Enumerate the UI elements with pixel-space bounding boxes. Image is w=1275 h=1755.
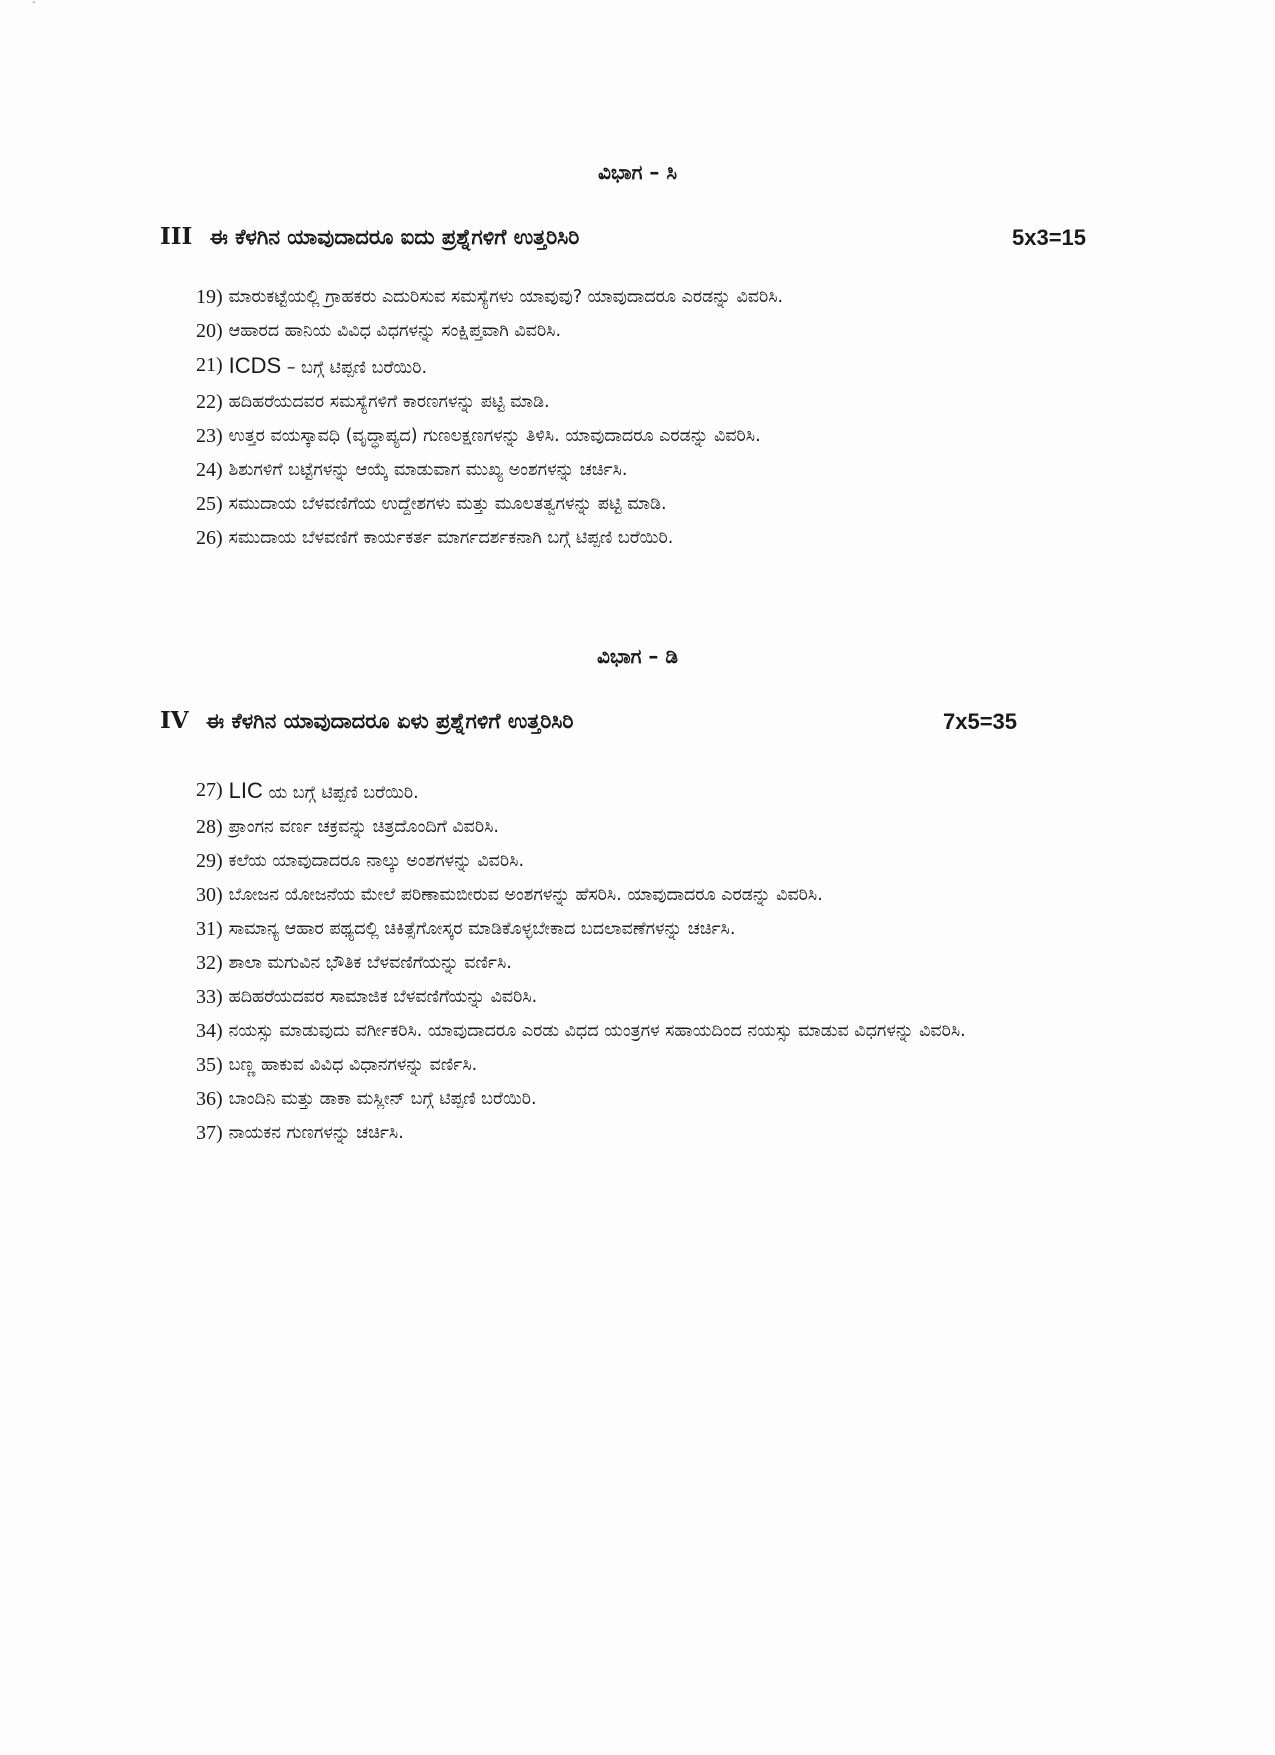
section-c-heading: ವಿಭಾಗ – ಸಿ bbox=[598, 160, 677, 184]
question-text-block bbox=[229, 913, 1096, 946]
question-item bbox=[196, 879, 1096, 912]
question-item bbox=[196, 315, 1096, 348]
question-text: ಹದಿಹರೆಯದವರ ಸಮಸ್ಯೆಗಳಿಗೆ ಕಾರಣಗಳನ್ನು ಪಟ್ಟಿ ಮಾಡಿ. bbox=[228, 392, 550, 412]
question-number: 21) bbox=[196, 354, 223, 376]
question-text-block bbox=[229, 811, 1096, 844]
question-number: 23) bbox=[196, 425, 223, 447]
question-number: 27) bbox=[196, 779, 223, 801]
question-number: 26) bbox=[196, 527, 223, 549]
question-number: 35) bbox=[196, 1054, 223, 1076]
part-iii-instruction: ಈ ಕೆಳಗಿನ ಯಾವುದಾದರೂ ಐದು ಪ್ರಶ್ನೆಗಳಿಗೆ ಉತ್ತರಿಸಿರಿ bbox=[209, 225, 580, 249]
question-text: ನಾಯಕನ ಗುಣಗಳನ್ನು ಚರ್ಚಿಸಿ. bbox=[228, 1123, 404, 1143]
question-text-block bbox=[229, 281, 1096, 314]
question-text: ಶಿಶುಗಳಿಗೆ ಬಟ್ಟೆಗಳನ್ನು ಆಯ್ಕೆ ಮಾಡುವಾಗ ಮುಖ್ಯ ಅಂಶಗಳನ್ನು ಚರ್ಚಿಸಿ. bbox=[228, 460, 628, 480]
question-text: ಉತ್ತರ ವಯಸ್ಕಾವಧಿ (ವೃದ್ಧಾಪ್ಯದ) ಗುಣಲಕ್ಷಣಗಳನ್ನು ತಿಳಿಸಿ. ಯಾವುದಾದರೂ ಎರಡನ್ನು ವಿವರಿಸಿ. bbox=[228, 426, 761, 446]
part-iii-marks: 5x3=15 bbox=[1012, 225, 1087, 250]
question-acronym: LIC bbox=[228, 778, 263, 803]
question-text: ಮಾರುಕಟ್ಟೆಯಲ್ಲಿ ಗ್ರಾಹಕರು ಎದುರಿಸುವ ಸಮಸ್ಯೆಗಳು ಯಾವುವು? ಯಾವುದಾದರೂ ಎರಡನ್ನು ವಿವರಿಸಿ. bbox=[228, 287, 784, 307]
question-text: ಕಲೆಯ ಯಾವುದಾದರೂ ನಾಲ್ಕು ಅಂಶಗಳನ್ನು ವಿವರಿಸಿ. bbox=[228, 851, 525, 871]
question-item bbox=[196, 522, 1096, 555]
question-item bbox=[196, 386, 1096, 419]
question-number: 24) bbox=[196, 459, 223, 481]
question-number: 25) bbox=[196, 493, 223, 515]
section-d-heading: ವಿಭಾಗ – ಡಿ bbox=[597, 644, 678, 668]
question-text: ಶಾಲಾ ಮಗುವಿನ ಭೌತಿಕ ಬೆಳವಣಿಗೆಯನ್ನು ವರ್ಣಿಸಿ. bbox=[228, 953, 512, 973]
part-iv-instruction: ಈ ಕೆಳಗಿನ ಯಾವುದಾದರೂ ಏಳು ಪ್ರಶ್ನೆಗಳಿಗೆ ಉತ್ತರಿಸಿರಿ bbox=[205, 709, 574, 733]
question-item bbox=[196, 845, 1096, 878]
question-text-block bbox=[229, 1015, 1096, 1048]
section-c-question-list bbox=[196, 281, 1096, 556]
question-text-block bbox=[229, 774, 1096, 810]
question-number: 32) bbox=[196, 952, 223, 974]
question-text-block bbox=[229, 522, 1096, 555]
question-text-block bbox=[229, 454, 1096, 487]
question-text: ಸಮುದಾಯ ಬೆಳವಣಿಗೆಯ ಉದ್ದೇಶಗಳು ಮತ್ತು ಮೂಲತತ್ವಗಳನ್ನು ಪಟ್ಟಿ ಮಾಡಿ. bbox=[228, 494, 667, 514]
question-item bbox=[196, 947, 1096, 980]
question-item bbox=[196, 774, 1096, 810]
question-text-block bbox=[229, 1049, 1096, 1082]
question-number: 19) bbox=[196, 286, 223, 308]
question-text: ಸಾಮಾನ್ಯ ಆಹಾರ ಪಥ್ಯದಲ್ಲಿ ಚಿಕಿತ್ಸೆಗೋಸ್ಕರ ಮಾಡಿಕೊಳ್ಳಬೇಕಾದ ಬದಲಾವಣೆಗಳನ್ನು ಚರ್ಚಿಸಿ. bbox=[228, 919, 736, 939]
question-text: ಬಾಂದಿನಿ ಮತ್ತು ಡಾಕಾ ಮಸ್ಲೀನ್ ಬಗ್ಗೆ ಟಿಪ್ಪಣಿ ಬರೆಯಿರಿ. bbox=[228, 1089, 537, 1109]
question-text: – ಬಗ್ಗೆ ಟಿಪ್ಪಣಿ ಬರೆಯಿರಿ. bbox=[281, 358, 428, 378]
question-text: ಹದಿಹರೆಯದವರ ಸಾಮಾಜಿಕ ಬೆಳವಣಿಗೆಯನ್ನು ವಿವರಿಸಿ. bbox=[228, 987, 538, 1007]
question-text: ಬೋಜನ ಯೋಜನೆಯ ಮೇಲೆ ಪರಿಣಾಮಬೀರುವ ಅಂಶಗಳನ್ನು ಹೆಸರಿಸಿ. ಯಾವುದಾದರೂ ಎರಡನ್ನು ವಿವರಿಸಿ. bbox=[228, 885, 823, 905]
question-number: 36) bbox=[196, 1088, 223, 1110]
question-number: 34) bbox=[196, 1020, 223, 1042]
question-item bbox=[196, 1083, 1096, 1116]
question-text-block bbox=[229, 386, 1096, 419]
question-item bbox=[196, 281, 1096, 314]
question-text: ಯ ಬಗ್ಗೆ ಟಿಪ್ಪಣಿ ಬರೆಯಿರಿ. bbox=[262, 783, 419, 803]
question-item bbox=[196, 1117, 1096, 1150]
question-text-block bbox=[229, 879, 1096, 912]
question-item bbox=[196, 1049, 1096, 1082]
question-text-block bbox=[229, 981, 1096, 1014]
question-number: 31) bbox=[196, 918, 223, 940]
question-text-block bbox=[229, 1117, 1096, 1150]
question-number: 33) bbox=[196, 986, 223, 1008]
part-iii-instruction-line bbox=[160, 223, 1100, 250]
question-text: ನಯಸ್ಸು ಮಾಡುವುದು ವರ್ಗೀಕರಿಸಿ. ಯಾವುದಾದರೂ ಎರಡು ವಿಧದ ಯಂತ್ರಗಳ ಸಹಾಯದಿಂದ ನಯಸ್ಸು ಮಾಡುವ ವಿಧಗಳನ್ನು ವಿವರಿಸಿ. bbox=[228, 1021, 966, 1041]
question-text-block bbox=[229, 315, 1096, 348]
question-number: 22) bbox=[196, 391, 223, 413]
part-iii-number: III bbox=[160, 223, 193, 250]
question-text: ಸಮುದಾಯ ಬೆಳವಣಿಗೆ ಕಾರ್ಯಕರ್ತ ಮಾರ್ಗದರ್ಶಕನಾಗಿ ಬಗ್ಗೆ ಟಿಪ್ಪಣಿ ಬರೆಯಿರಿ. bbox=[228, 528, 674, 548]
part-iv-marks: 7x5=35 bbox=[943, 709, 1018, 734]
question-item bbox=[196, 454, 1096, 487]
question-text-block bbox=[229, 845, 1096, 878]
question-number: 30) bbox=[196, 884, 223, 906]
question-item bbox=[196, 1015, 1096, 1048]
question-acronym: ICDS bbox=[228, 353, 282, 378]
question-number: 37) bbox=[196, 1122, 223, 1144]
question-text: ಬಣ್ಣ ಹಾಕುವ ವಿವಿಧ ವಿಧಾನಗಳನ್ನು ವರ್ಣಿಸಿ. bbox=[228, 1055, 478, 1075]
question-text-block bbox=[229, 420, 1096, 453]
question-item bbox=[196, 913, 1096, 946]
question-text: ಪ್ರಾಂಗನ ವರ್ಣ ಚಕ್ರವನ್ನು ಚಿತ್ರದೊಂದಿಗೆ ವಿವರಿಸಿ. bbox=[228, 817, 499, 837]
question-item bbox=[196, 981, 1096, 1014]
question-item bbox=[196, 420, 1096, 453]
question-text-block bbox=[229, 488, 1096, 521]
part-iv-number: IV bbox=[160, 707, 189, 734]
question-text-block bbox=[229, 1083, 1096, 1116]
section-d-question-list bbox=[196, 774, 1096, 1151]
question-item bbox=[196, 349, 1096, 385]
question-text-block bbox=[229, 349, 1096, 385]
question-text-block bbox=[229, 947, 1096, 980]
question-number: 28) bbox=[196, 816, 223, 838]
question-number: 29) bbox=[196, 850, 223, 872]
question-item bbox=[196, 811, 1096, 844]
question-number: 20) bbox=[196, 320, 223, 342]
question-item bbox=[196, 488, 1096, 521]
question-text: ಆಹಾರದ ಹಾನಿಯ ವಿವಿಧ ವಿಧಗಳನ್ನು ಸಂಕ್ಷಿಪ್ತವಾಗಿ ವಿವರಿಸಿ. bbox=[228, 321, 562, 341]
